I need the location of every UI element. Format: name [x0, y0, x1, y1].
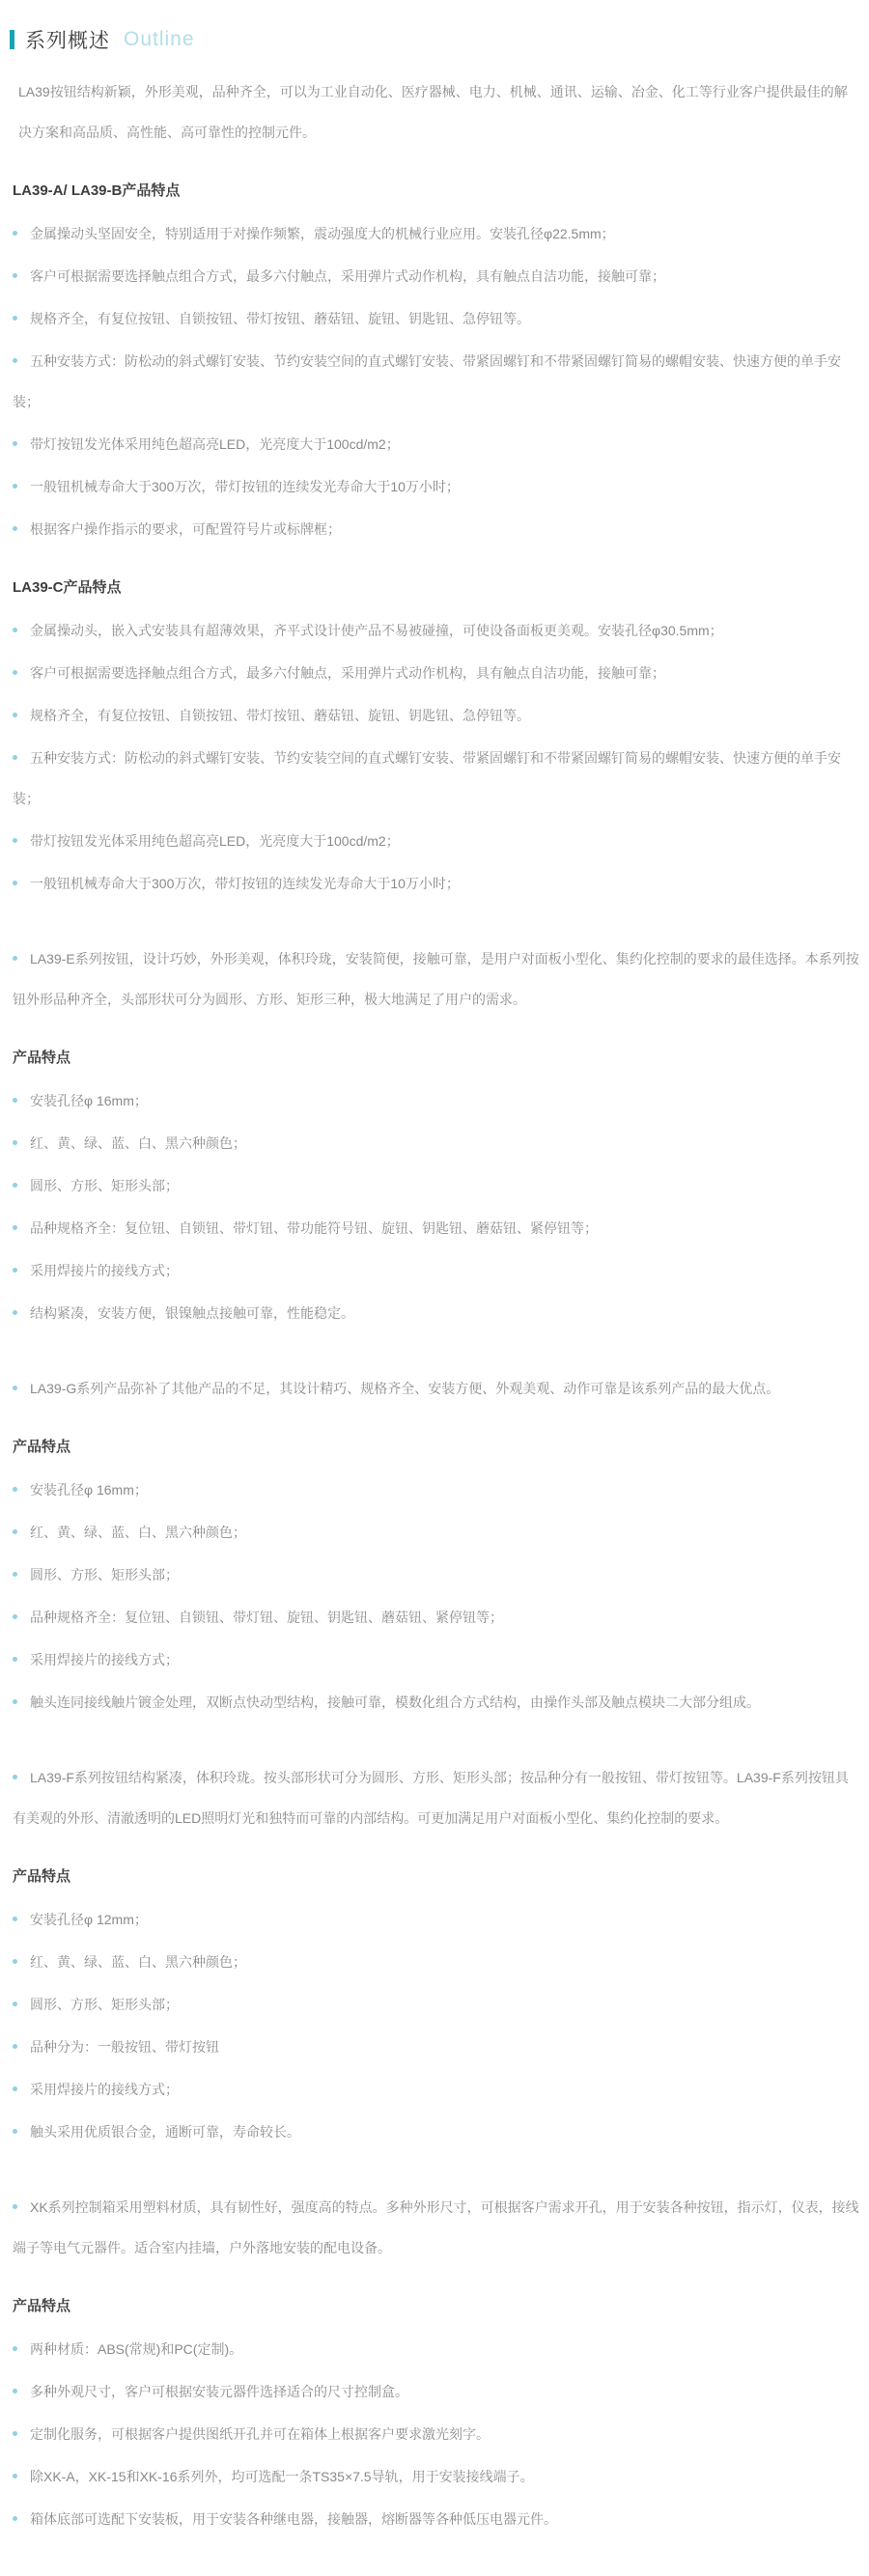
feature-bullet [10, 1165, 859, 1206]
feature-bullet [10, 1639, 859, 1680]
bullet-text: 品种规格齐全：复位钮、自锁钮、带灯钮、旋钮、钥匙钮、蘑菇钮、紧停钮等； [30, 1610, 503, 1625]
feature-bullet [10, 1208, 859, 1248]
bullet-text: 采用焊接片的接线方式； [30, 1652, 179, 1667]
bullet-text: 安装孔径φ 16mm； [30, 1482, 148, 1498]
bullet-text: 品种分为：一般按钮、带灯按钮 [30, 2039, 219, 2055]
series-intro-bullet [10, 938, 859, 1020]
feature-bullet [10, 466, 859, 507]
bullet-dot-icon [13, 2516, 17, 2521]
bullet-dot-icon [13, 1183, 17, 1188]
bullet-text: 一般钮机械寿命大于300万次，带灯按钮的连续发光寿命大于10万小时； [30, 479, 460, 494]
series-intro-bullet [10, 2187, 859, 2268]
bullet-dot-icon [13, 1268, 17, 1273]
page-title: 系列概述 [25, 30, 110, 52]
bullet-text: 根据客户操作指示的要求，可配置符号片或标牌框； [30, 521, 341, 537]
feature-bullet [10, 821, 859, 861]
bullet-dot-icon [13, 2129, 17, 2134]
bullet-dot-icon [13, 1614, 17, 1619]
bullet-dot-icon [13, 2044, 17, 2049]
bullet-dot-icon [13, 526, 17, 531]
bullet-text: 五种安装方式：防松动的斜式螺钉安装、节约安装空间的直式螺钉安装、带紧固螺钉和不带紧固螺钉简易的螺帽安装、快速方便的单手安装； [13, 353, 841, 409]
bullet-text: 两种材质：ABS(常规)和PC(定制)。 [30, 2341, 243, 2357]
feature-bullet [10, 1250, 859, 1291]
bullet-dot-icon [13, 2086, 17, 2091]
page-title-en: Outline [124, 28, 195, 50]
bullet-dot-icon [13, 1225, 17, 1230]
feature-bullet [10, 213, 859, 254]
bullet-dot-icon [13, 316, 17, 321]
feature-bullet [10, 2456, 859, 2497]
bullet-text: 圆形、方形、矩形头部； [30, 1997, 179, 2012]
bullet-text: 红、黄、绿、蓝、白、黑六种颜色； [30, 1525, 246, 1540]
bullet-dot-icon [13, 1699, 17, 1704]
feature-bullet [10, 1597, 859, 1638]
page-header [10, 25, 859, 54]
feature-bullet [10, 863, 859, 904]
bullet-text: 一般钮机械寿命大于300万次，带灯按钮的连续发光寿命大于10万小时； [30, 876, 460, 891]
bullet-text: 除XK-A，XK-15和XK-16系列外，均可选配一条TS35×7.5导轨，用于安装接线端子。 [30, 2469, 534, 2484]
bullet-dot-icon [13, 441, 17, 446]
series-intro-bullet [10, 1757, 859, 1838]
bullet-dot-icon [13, 2346, 17, 2351]
bullet-dot-icon [13, 1775, 17, 1779]
bullet-text: 带灯按钮发光体采用纯色超高亮LED，光亮度大于100cd/m2； [30, 833, 400, 849]
bullet-dot-icon [13, 755, 17, 760]
bullet-text: 结构紧凑，安装方便，银镍触点接触可靠，性能稳定。 [30, 1305, 354, 1321]
bullet-text: 采用焊接片的接线方式； [30, 2082, 179, 2097]
feature-bullet [10, 738, 859, 819]
bullet-dot-icon [13, 2431, 17, 2436]
feature-bullet [10, 256, 859, 296]
intro-paragraph: LA39按钮结构新颖，外形美观，品种齐全，可以为工业自动化、医疗器械、电力、机械、通讯、运输、冶金、化工等行业客户提供最佳的解决方案和高品质、高性能、高可靠性的控制元件。 [18, 84, 848, 140]
feature-bullet [10, 424, 859, 464]
feature-bullet [10, 298, 859, 339]
section-heading: 产品特点 [13, 1050, 71, 1066]
bullet-text: 采用焊接片的接线方式； [30, 1263, 179, 1278]
bullet-text: 金属操动头，嵌入式安装具有超薄效果，齐平式设计使产品不易被碰撞，可使设备面板更美观。安装孔径φ30.5mm； [30, 623, 723, 638]
bullet-text: 品种规格齐全：复位钮、自锁钮、带灯钮、带功能符号钮、旋钮、钥匙钮、蘑菇钮、紧停钮等； [30, 1220, 598, 1236]
feature-bullet [10, 2112, 859, 2152]
bullet-text: 红、黄、绿、蓝、白、黑六种颜色； [30, 1135, 246, 1151]
feature-bullet [10, 1293, 859, 1333]
bullet-dot-icon [13, 231, 17, 236]
section-heading: 产品特点 [13, 1439, 71, 1455]
bullet-dot-icon [13, 1572, 17, 1577]
bullet-dot-icon [13, 956, 17, 961]
feature-bullet [10, 341, 859, 422]
feature-bullet [10, 1899, 859, 1940]
feature-bullet [10, 1554, 859, 1595]
feature-bullet [10, 1470, 859, 1510]
bullet-text: 规格齐全，有复位按钮、自锁按钮、带灯按钮、蘑菇钮、旋钮、钥匙钮、急停钮等。 [30, 708, 530, 723]
bullet-text: 规格齐全，有复位按钮、自锁按钮、带灯按钮、蘑菇钮、旋钮、钥匙钮、急停钮等。 [30, 311, 530, 326]
bullet-dot-icon [13, 2204, 17, 2209]
bullet-dot-icon [13, 1140, 17, 1145]
bullet-dot-icon [13, 2002, 17, 2006]
bullet-dot-icon [13, 1487, 17, 1492]
bullet-dot-icon [13, 628, 17, 632]
bullet-dot-icon [13, 1657, 17, 1662]
bullet-dot-icon [13, 1959, 17, 1964]
bullet-text: LA39-G系列产品弥补了其他产品的不足，其设计精巧、规格齐全、安装方便、外观美观、动作可靠是该系列产品的最大优点。 [30, 1381, 780, 1396]
bullet-text: 五种安装方式：防松动的斜式螺钉安装、节约安装空间的直式螺钉安装、带紧固螺钉和不带紧固螺钉简易的螺帽安装、快速方便的单手安装； [13, 750, 841, 806]
bullet-text: LA39-E系列按钮，设计巧妙，外形美观，体积玲珑，安装简便，接触可靠，是用户对面板小型化、集约化控制的要求的最佳选择。本系列按钮外形品种齐全，头部形状可分为圆形、方形、矩形三种，极大地满足了用户的需求。 [13, 951, 859, 1007]
bullet-text: 圆形、方形、矩形头部； [30, 1567, 179, 1582]
feature-bullet [10, 2371, 859, 2412]
bullet-dot-icon [13, 358, 17, 363]
bullet-text: 安装孔径φ 16mm； [30, 1093, 148, 1108]
feature-bullet [10, 653, 859, 693]
bullet-dot-icon [13, 1917, 17, 1921]
bullet-text: 金属操动头坚固安全，特别适用于对操作频繁，震动强度大的机械行业应用。安装孔径φ22.5mm； [30, 226, 615, 241]
bullet-text: 带灯按钮发光体采用纯色超高亮LED，光亮度大于100cd/m2； [30, 436, 400, 452]
series-intro-bullet [10, 1368, 859, 1409]
bullet-text: 触头采用优质银合金，通断可靠，寿命较长。 [30, 2124, 300, 2140]
feature-bullet [10, 1123, 859, 1163]
feature-bullet [10, 1942, 859, 1982]
feature-bullet [10, 2027, 859, 2067]
section-heading: 产品特点 [13, 2298, 71, 2314]
bullet-text: LA39-F系列按钮结构紧凑，体积玲珑。按头部形状可分为圆形、方形、矩形头部；按品种分有一般按钮、带灯按钮等。LA39-F系列按钮具有美观的外形、清澈透明的LED照明灯光和独特而可靠的内部结构。可更加满足用户对面板小型化、集约化控制的要求。 [13, 1770, 849, 1826]
bullet-text: 定制化服务，可根据客户提供图纸开孔并可在箱体上根据客户要求激光刻字。 [30, 2426, 490, 2442]
bullet-dot-icon [13, 713, 17, 717]
bullet-dot-icon [13, 2474, 17, 2478]
bullet-dot-icon [13, 1529, 17, 1534]
feature-bullet [10, 509, 859, 549]
bullet-text: 圆形、方形、矩形头部； [30, 1178, 179, 1193]
content [10, 71, 859, 2539]
feature-bullet [10, 610, 859, 651]
feature-bullet [10, 2069, 859, 2110]
bullet-text: 箱体底部可选配下安装板，用于安装各种继电器，接触器，熔断器等各种低压电器元件。 [30, 2511, 557, 2527]
feature-bullet [10, 1080, 859, 1121]
bullet-text: XK系列控制箱采用塑料材质，具有韧性好，强度高的特点。多种外形尺寸，可根据客户需求开孔，用于安装各种按钮，指示灯，仪表，接线端子等电气元器件。适合室内挂墙，户外落地安装的配电设备。 [13, 2199, 859, 2255]
section-heading: 产品特点 [13, 1868, 71, 1885]
feature-bullet [10, 1512, 859, 1553]
bullet-dot-icon [13, 838, 17, 843]
bullet-dot-icon [13, 1386, 17, 1390]
bullet-dot-icon [13, 2389, 17, 2394]
feature-bullet [10, 2499, 859, 2539]
feature-bullet [10, 2414, 859, 2454]
bullet-dot-icon [13, 670, 17, 675]
bullet-dot-icon [13, 881, 17, 885]
section-heading: LA39-C产品特点 [13, 579, 122, 596]
bullet-dot-icon [13, 273, 17, 278]
bullet-dot-icon [13, 1098, 17, 1103]
bullet-text: 安装孔径φ 12mm； [30, 1912, 148, 1927]
feature-bullet [10, 2329, 859, 2369]
feature-bullet [10, 1984, 859, 2025]
bullet-text: 多种外观尺寸，客户可根据安装元器件选择适合的尺寸控制盒。 [30, 2384, 408, 2399]
accent-bar-icon [10, 30, 14, 49]
bullet-text: 客户可根据需要选择触点组合方式，最多六付触点，采用弹片式动作机构，具有触点自洁功能，接触可靠； [30, 268, 665, 284]
feature-bullet [10, 1682, 859, 1722]
feature-bullet [10, 695, 859, 736]
bullet-dot-icon [13, 484, 17, 489]
bullet-dot-icon [13, 1310, 17, 1315]
bullet-text: 红、黄、绿、蓝、白、黑六种颜色； [30, 1954, 246, 1970]
bullet-text: 客户可根据需要选择触点组合方式，最多六付触点，采用弹片式动作机构，具有触点自洁功能，接触可靠； [30, 665, 665, 681]
section-heading: LA39-A/ LA39-B产品特点 [13, 182, 181, 199]
bullet-text: 触头连同接线触片镀金处理，双断点快动型结构，接触可靠，模数化组合方式结构，由操作头部及触点模块二大部分组成。 [30, 1694, 760, 1710]
